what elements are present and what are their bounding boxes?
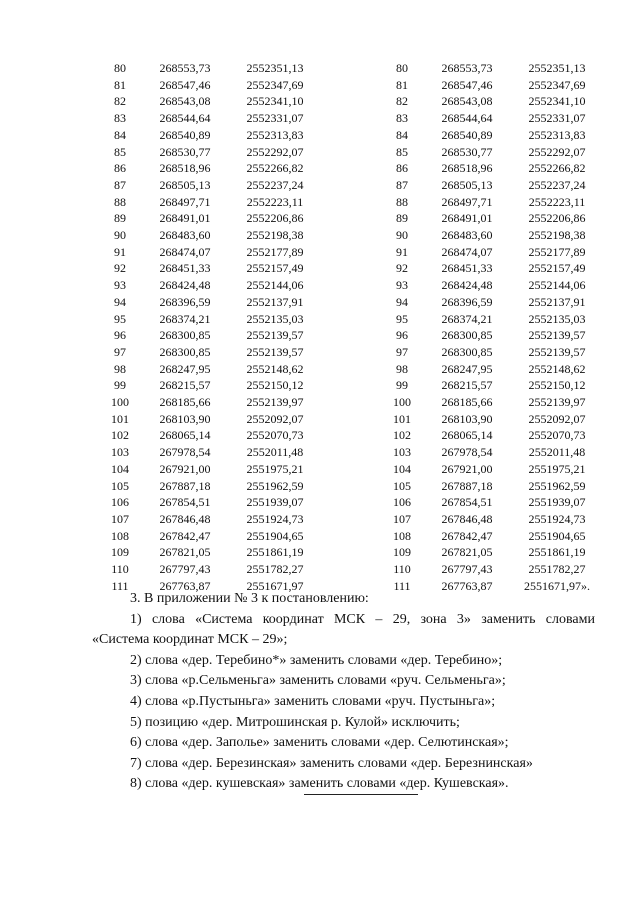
x-coordinate: 268544,64: [159, 111, 211, 126]
point-number: 88: [396, 194, 408, 209]
y-coordinate: 2552206,86: [528, 211, 586, 226]
x-coordinate: 268544,64: [441, 111, 493, 126]
point-number: 83: [114, 111, 126, 126]
y-coordinate: 2552206,86: [246, 211, 304, 226]
point-number: 106: [393, 495, 411, 510]
table-row: [100, 127, 320, 144]
x-coordinate: 267921,00: [441, 461, 493, 476]
table-row: [382, 177, 602, 194]
table-row: [100, 77, 320, 94]
point-number: 94: [396, 294, 408, 309]
x-coordinate: 268247,95: [441, 361, 493, 376]
y-coordinate: 2552237,24: [528, 177, 586, 192]
y-coordinate: 2552139,57: [528, 328, 586, 343]
x-coordinate: 268547,46: [441, 77, 493, 92]
y-coordinate: 2552347,69: [528, 77, 586, 92]
x-coordinate: 268215,57: [441, 378, 493, 393]
y-coordinate: 2551939,07: [246, 495, 304, 510]
table-row: [100, 311, 320, 328]
x-coordinate: 268374,21: [159, 311, 211, 326]
x-coordinate: 268424,48: [159, 278, 211, 293]
point-number: 101: [111, 411, 129, 426]
point-number: 85: [396, 144, 408, 159]
y-coordinate: 2551939,07: [528, 495, 586, 510]
y-coordinate: 2552266,82: [246, 161, 304, 176]
x-coordinate: 268547,46: [159, 77, 211, 92]
x-coordinate: 267821,05: [441, 545, 493, 560]
table-row: [382, 411, 602, 428]
x-coordinate: 268530,77: [159, 144, 211, 159]
table-row: [100, 294, 320, 311]
point-number: 82: [396, 94, 408, 109]
x-coordinate: 267821,05: [159, 545, 211, 560]
table-row: [382, 194, 602, 211]
table-row: [100, 461, 320, 478]
y-coordinate: 2551861,19: [246, 545, 304, 560]
point-number: 111: [111, 578, 129, 593]
point-number: 97: [396, 344, 408, 359]
table-row: [100, 444, 320, 461]
x-coordinate: 268553,73: [159, 61, 211, 75]
x-coordinate: 268300,85: [441, 328, 493, 343]
y-coordinate: 2552139,97: [528, 395, 586, 410]
point-number: 100: [393, 395, 411, 410]
point-number: 86: [114, 161, 126, 176]
point-number: 80: [114, 61, 126, 75]
table-row: [382, 344, 602, 361]
x-coordinate: 267887,18: [441, 478, 493, 493]
y-coordinate: 2551904,65: [246, 528, 304, 543]
table-row: [382, 561, 602, 578]
y-coordinate: 2551962,59: [528, 478, 586, 493]
table-row: [100, 377, 320, 394]
table-row: [382, 277, 602, 294]
coordinates-table-left-body: [100, 60, 320, 595]
y-coordinate: 2552137,91: [246, 294, 304, 309]
table-row: [100, 244, 320, 261]
y-coordinate: 2552148,62: [528, 361, 586, 376]
amendment-item-2: 2) слова «дер. Теребино*» заменить словами «дер. Теребино»;: [130, 652, 503, 668]
x-coordinate: 268374,21: [441, 311, 493, 326]
y-coordinate: 2552157,49: [246, 261, 304, 276]
x-coordinate: 267978,54: [159, 445, 211, 460]
point-number: 98: [396, 361, 408, 376]
x-coordinate: 267846,48: [159, 511, 211, 526]
amendment-item-8: 8) слова «дер. кушевская» заменить словами «дер. Кушевская».: [130, 776, 509, 792]
point-number: 102: [111, 428, 129, 443]
y-coordinate: 2552313,83: [246, 127, 304, 142]
table-row: [382, 110, 602, 127]
table-row: [100, 110, 320, 127]
x-coordinate: 268300,85: [159, 328, 211, 343]
point-number: 93: [396, 278, 408, 293]
point-number: 84: [114, 127, 126, 142]
table-row: [382, 127, 602, 144]
point-number: 107: [393, 511, 411, 526]
table-row: [100, 227, 320, 244]
y-coordinate: 2552144,06: [528, 278, 586, 293]
point-number: 95: [396, 311, 408, 326]
x-coordinate: 268474,07: [441, 244, 493, 259]
point-number: 89: [396, 211, 408, 226]
y-coordinate: 2552313,83: [528, 127, 586, 142]
x-coordinate: 268103,90: [159, 411, 211, 426]
table-row: [382, 144, 602, 161]
point-number: 82: [114, 94, 126, 109]
x-coordinate: 268451,33: [441, 261, 493, 276]
y-coordinate: 2551975,21: [246, 461, 304, 476]
y-coordinate: 2552139,57: [246, 328, 304, 343]
y-coordinate: 2551861,19: [528, 545, 586, 560]
table-row: [100, 544, 320, 561]
x-coordinate: 268543,08: [159, 94, 211, 109]
point-number: 109: [111, 545, 129, 560]
amendment-item-7: 7) слова «дер. Березинская» заменить словами «дер. Березнинская»: [130, 755, 533, 771]
x-coordinate: 268103,90: [441, 411, 493, 426]
point-number: 111: [393, 578, 411, 593]
y-coordinate: 2552177,89: [528, 244, 586, 259]
table-row: [100, 327, 320, 344]
x-coordinate: 268185,66: [159, 395, 211, 410]
x-coordinate: 268505,13: [441, 177, 493, 192]
y-coordinate: 2551962,59: [246, 478, 304, 493]
table-row: [382, 444, 602, 461]
y-coordinate: 2552331,07: [246, 111, 304, 126]
table-row: [382, 394, 602, 411]
y-coordinate: 2552177,89: [246, 244, 304, 259]
x-coordinate: 268553,73: [441, 61, 493, 75]
y-coordinate: 2552011,48: [528, 445, 586, 460]
table-row: [382, 544, 602, 561]
y-coordinate: 2552148,62: [246, 361, 304, 376]
y-coordinate: 2552331,07: [528, 111, 586, 126]
point-number: 103: [393, 445, 411, 460]
table-row: [100, 478, 320, 495]
point-number: 110: [393, 562, 411, 577]
y-coordinate: 2551924,73: [246, 511, 304, 526]
y-coordinate: 2551904,65: [528, 528, 586, 543]
table-row: [100, 60, 320, 77]
point-number: 100: [111, 395, 129, 410]
table-row: [100, 344, 320, 361]
y-coordinate: 2552137,91: [528, 294, 586, 309]
table-row: [382, 260, 602, 277]
y-coordinate: 2552341,10: [528, 94, 586, 109]
table-row: [100, 427, 320, 444]
table-row: [382, 93, 602, 110]
table-row: [382, 377, 602, 394]
x-coordinate: 268518,96: [159, 161, 211, 176]
x-coordinate: 267763,87: [441, 578, 493, 593]
x-coordinate: 268300,85: [441, 344, 493, 359]
point-number: 84: [396, 127, 408, 142]
table-row: [382, 227, 602, 244]
y-coordinate: 2552198,38: [528, 228, 586, 243]
point-number: 109: [393, 545, 411, 560]
point-number: 110: [111, 562, 129, 577]
x-coordinate: 268497,71: [159, 194, 211, 209]
amendment-item-3: 3) слова «р.Сельменьга» заменить словами «руч. Сельменьга»;: [130, 673, 506, 689]
table-row: [382, 478, 602, 495]
table-row: [382, 210, 602, 227]
x-coordinate: 268497,71: [441, 194, 493, 209]
point-number: 98: [114, 361, 126, 376]
amendment-item-5: 5) позицию «дер. Митрошинская р. Кулой» исключить;: [130, 714, 460, 730]
table-row: [382, 461, 602, 478]
point-number: 88: [114, 194, 126, 209]
closing-divider: [304, 794, 418, 795]
table-row: [382, 528, 602, 545]
x-coordinate: 267797,43: [159, 562, 211, 577]
table-row: [382, 427, 602, 444]
table-row: [382, 327, 602, 344]
point-number: 86: [396, 161, 408, 176]
x-coordinate: 267921,00: [159, 461, 211, 476]
amendment-section: [92, 589, 595, 795]
point-number: 104: [111, 461, 129, 476]
table-row: [382, 60, 602, 77]
y-coordinate: 2552351,13: [528, 61, 586, 75]
y-coordinate: 2552135,03: [246, 311, 304, 326]
table-row: [100, 160, 320, 177]
y-coordinate: 2552198,38: [246, 228, 304, 243]
point-number: 102: [393, 428, 411, 443]
point-number: 91: [396, 244, 408, 259]
point-number: 90: [396, 228, 408, 243]
table-row: [100, 561, 320, 578]
y-coordinate: 2552223,11: [246, 194, 304, 209]
table-row: [100, 260, 320, 277]
y-coordinate: 2552139,57: [246, 344, 304, 359]
point-number: 90: [114, 228, 126, 243]
x-coordinate: 268474,07: [159, 244, 211, 259]
point-number: 108: [111, 528, 129, 543]
amendment-item-6: 6) слова «дер. Заполье» заменить словами «дер. Селютинская»;: [130, 735, 509, 751]
y-coordinate: 2552070,73: [528, 428, 586, 443]
x-coordinate: 268247,95: [159, 361, 211, 376]
x-coordinate: 267854,51: [441, 495, 493, 510]
y-coordinate: 2552135,03: [528, 311, 586, 326]
point-number: 108: [393, 528, 411, 543]
amendment-item-1-line-2: «Система координат МСК – 29»;: [92, 632, 288, 648]
x-coordinate: 267846,48: [441, 511, 493, 526]
table-row: [100, 511, 320, 528]
y-coordinate: 2552341,10: [246, 94, 304, 109]
x-coordinate: 268540,89: [159, 127, 211, 142]
x-coordinate: 268540,89: [441, 127, 493, 142]
y-coordinate: 2552150,12: [246, 378, 304, 393]
x-coordinate: 268505,13: [159, 177, 211, 192]
y-coordinate: 2551975,21: [528, 461, 586, 476]
x-coordinate: 267978,54: [441, 445, 493, 460]
y-coordinate: 2552150,12: [528, 378, 586, 393]
point-number: 97: [114, 344, 126, 359]
table-row: [100, 411, 320, 428]
table-row: [100, 394, 320, 411]
point-number: 99: [114, 378, 126, 393]
y-coordinate: 2551671,97: [246, 578, 304, 593]
table-row: [100, 494, 320, 511]
x-coordinate: 267763,87: [159, 578, 211, 593]
coordinates-table-right: [382, 60, 602, 595]
point-number: 92: [114, 261, 126, 276]
coordinates-table-left: [100, 60, 320, 595]
y-coordinate: 2551782,27: [246, 562, 304, 577]
table-row: [100, 177, 320, 194]
x-coordinate: 268491,01: [441, 211, 493, 226]
x-coordinate: 268530,77: [441, 144, 493, 159]
point-number: 80: [396, 61, 408, 75]
y-coordinate: 2552266,82: [528, 161, 586, 176]
x-coordinate: 268396,59: [159, 294, 211, 309]
x-coordinate: 267842,47: [441, 528, 493, 543]
point-number: 87: [396, 177, 408, 192]
table-row: [382, 511, 602, 528]
amendment-item-4: 4) слова «р.Пустыньга» заменить словами «руч. Пустыньга»;: [130, 693, 496, 709]
table-row: [100, 144, 320, 161]
point-number: 96: [114, 328, 126, 343]
x-coordinate: 268518,96: [441, 161, 493, 176]
y-coordinate: 2552070,73: [246, 428, 304, 443]
point-number: 95: [114, 311, 126, 326]
y-coordinate: 2552144,06: [246, 278, 304, 293]
point-number: 81: [396, 77, 408, 92]
x-coordinate: 267887,18: [159, 478, 211, 493]
point-number: 106: [111, 495, 129, 510]
point-number: 107: [111, 511, 129, 526]
table-row: [382, 311, 602, 328]
point-number: 92: [396, 261, 408, 276]
table-row: [382, 494, 602, 511]
x-coordinate: 268483,60: [441, 228, 493, 243]
table-row: [382, 361, 602, 378]
y-coordinate: 2552347,69: [246, 77, 304, 92]
point-number: 94: [114, 294, 126, 309]
table-row: [100, 210, 320, 227]
table-row: [100, 93, 320, 110]
point-number: 103: [111, 445, 129, 460]
point-number: 101: [393, 411, 411, 426]
x-coordinate: 268300,85: [159, 344, 211, 359]
y-coordinate: 2551671,97».: [524, 578, 590, 593]
x-coordinate: 268491,01: [159, 211, 211, 226]
table-row: [382, 244, 602, 261]
x-coordinate: 268483,60: [159, 228, 211, 243]
point-number: 83: [396, 111, 408, 126]
x-coordinate: 268424,48: [441, 278, 493, 293]
y-coordinate: 2552139,97: [246, 395, 304, 410]
section-heading: 3. В приложении № 3 к постановлению:: [130, 591, 369, 606]
y-coordinate: 2552092,07: [246, 411, 304, 426]
x-coordinate: 268065,14: [159, 428, 211, 443]
x-coordinate: 268396,59: [441, 294, 493, 309]
table-row: [382, 294, 602, 311]
y-coordinate: 2551782,27: [528, 562, 586, 577]
point-number: 93: [114, 278, 126, 293]
point-number: 99: [396, 378, 408, 393]
x-coordinate: 267842,47: [159, 528, 211, 543]
point-number: 105: [393, 478, 411, 493]
table-row: [382, 77, 602, 94]
y-coordinate: 2552011,48: [246, 445, 304, 460]
y-coordinate: 2552237,24: [246, 177, 304, 192]
y-coordinate: 2552351,13: [246, 61, 304, 75]
point-number: 87: [114, 177, 126, 192]
x-coordinate: 268543,08: [441, 94, 493, 109]
y-coordinate: 2552139,57: [528, 344, 586, 359]
point-number: 81: [114, 77, 126, 92]
y-coordinate: 2552092,07: [528, 411, 586, 426]
x-coordinate: 268215,57: [159, 378, 211, 393]
point-number: 89: [114, 211, 126, 226]
point-number: 96: [396, 328, 408, 343]
y-coordinate: 2552292,07: [528, 144, 586, 159]
x-coordinate: 268065,14: [441, 428, 493, 443]
x-coordinate: 268451,33: [159, 261, 211, 276]
x-coordinate: 267797,43: [441, 562, 493, 577]
table-row: [100, 194, 320, 211]
table-row: [382, 160, 602, 177]
y-coordinate: 2552223,11: [528, 194, 586, 209]
y-coordinate: 2552157,49: [528, 261, 586, 276]
y-coordinate: 2552292,07: [246, 144, 304, 159]
point-number: 91: [114, 244, 126, 259]
coordinates-table-right-body: [382, 60, 602, 595]
point-number: 105: [111, 478, 129, 493]
table-row: [100, 361, 320, 378]
point-number: 85: [114, 144, 126, 159]
point-number: 104: [393, 461, 411, 476]
y-coordinate: 2551924,73: [528, 511, 586, 526]
table-row: [100, 277, 320, 294]
table-row: [100, 528, 320, 545]
x-coordinate: 267854,51: [159, 495, 211, 510]
amendment-item-1-line-1: 1) слова «Система координат МСК – 29, зона 3» заменить словами: [130, 611, 595, 627]
x-coordinate: 268185,66: [441, 395, 493, 410]
